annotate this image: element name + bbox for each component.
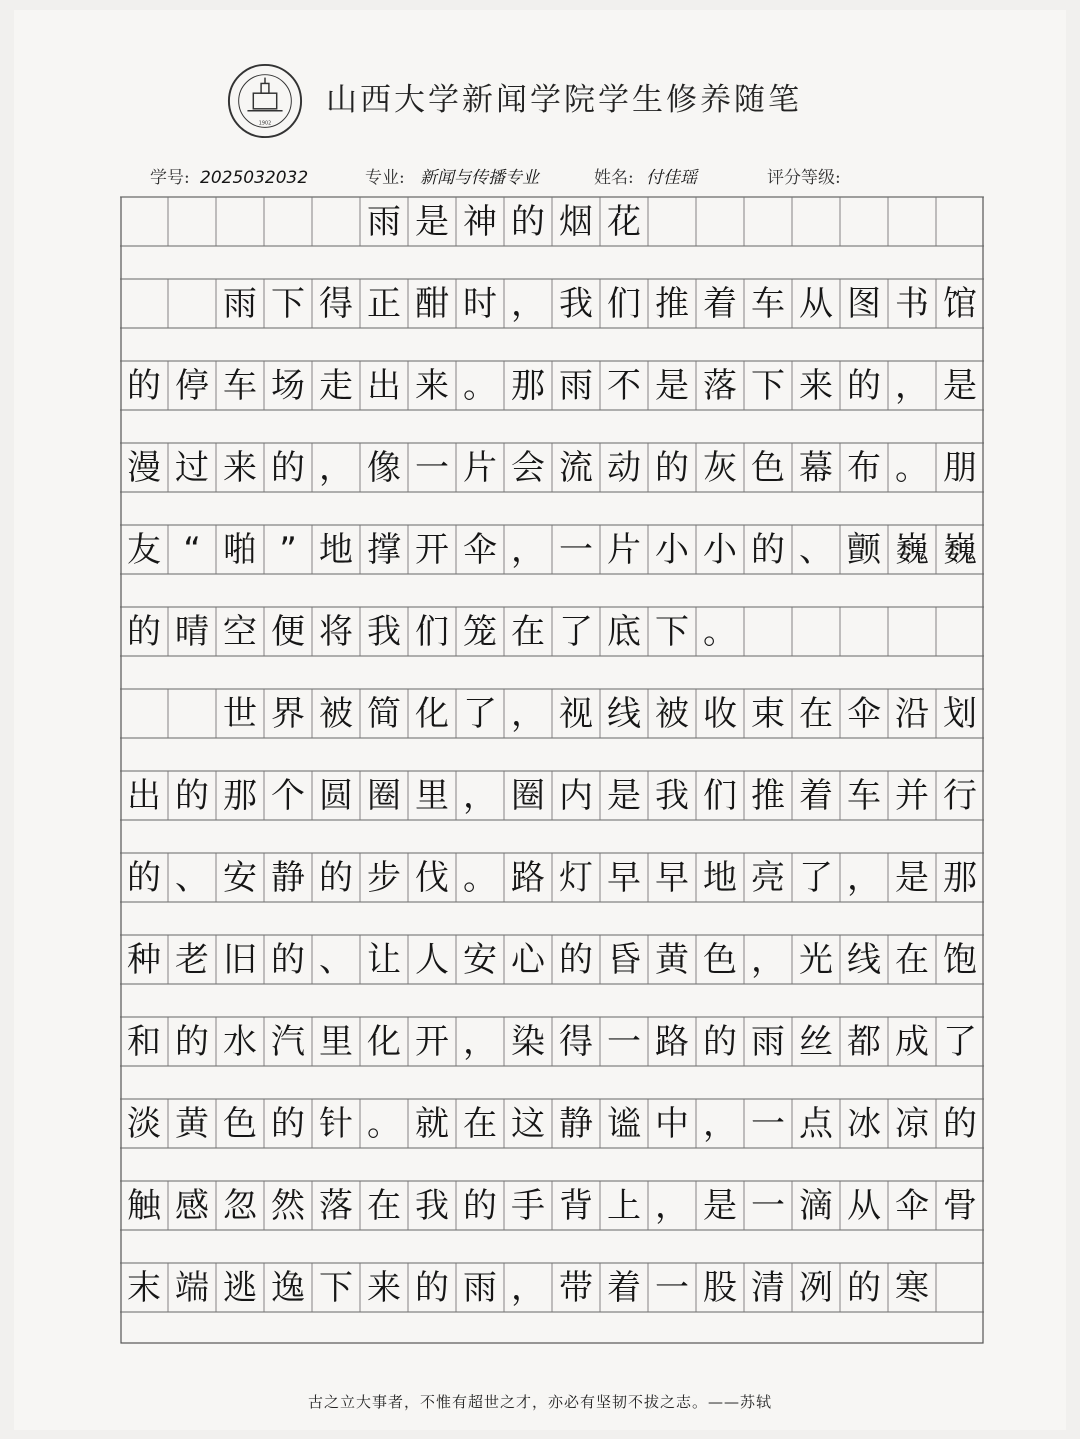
handwritten-char: 触 — [127, 1186, 161, 1226]
handwritten-char: 布 — [847, 448, 881, 488]
handwritten-char: 我 — [367, 612, 401, 652]
handwritten-char: 收 — [703, 694, 737, 734]
handwritten-char: 书 — [895, 284, 929, 324]
handwritten-char: 便 — [271, 612, 305, 652]
handwritten-char: 上 — [607, 1186, 641, 1226]
handwritten-char: 伐 — [415, 858, 449, 898]
handwritten-char: 。 — [463, 858, 497, 898]
essay-line — [120, 772, 984, 820]
handwritten-char: 是 — [655, 366, 689, 406]
handwritten-char: 的 — [655, 448, 689, 488]
handwritten-char: 逃 — [223, 1268, 257, 1308]
name-label: 姓名: — [594, 168, 634, 188]
handwritten-char: 在 — [367, 1186, 401, 1226]
handwritten-char: 亮 — [751, 858, 785, 898]
handwritten-char: 不 — [607, 366, 641, 406]
handwritten-char: 的 — [703, 1022, 737, 1062]
handwritten-char: ， — [655, 1186, 689, 1226]
handwritten-char: 车 — [847, 776, 881, 816]
handwritten-char: 静 — [271, 858, 305, 898]
handwritten-char: 黄 — [655, 940, 689, 980]
handwritten-char: 了 — [799, 858, 833, 898]
essay-line — [120, 1100, 984, 1148]
handwritten-char: 黄 — [175, 1104, 209, 1144]
handwritten-char: 一 — [415, 448, 449, 488]
handwritten-char: 的 — [175, 776, 209, 816]
handwritten-char: 颤 — [847, 530, 881, 570]
handwritten-char: ， — [847, 858, 881, 898]
handwritten-char: 过 — [175, 448, 209, 488]
essay-line — [120, 1264, 984, 1312]
handwritten-char: 的 — [847, 366, 881, 406]
handwritten-char: 着 — [799, 776, 833, 816]
handwritten-char: 谧 — [607, 1104, 641, 1144]
handwritten-char: 一 — [751, 1186, 785, 1226]
handwritten-char: 朋 — [943, 448, 977, 488]
handwritten-char: 是 — [943, 366, 977, 406]
handwritten-char: 得 — [559, 1022, 593, 1062]
handwritten-char: 着 — [703, 284, 737, 324]
handwritten-char: 光 — [799, 940, 833, 980]
grid-cell-empty — [120, 280, 168, 328]
handwritten-char: 的 — [127, 858, 161, 898]
handwritten-char: 早 — [607, 858, 641, 898]
essay-line — [120, 854, 984, 902]
handwritten-char: 划 — [943, 694, 977, 734]
grid-cell-empty — [120, 198, 168, 246]
student-id-label: 学号: — [150, 168, 190, 188]
handwritten-char: 的 — [751, 530, 785, 570]
handwritten-char: 色 — [751, 448, 785, 488]
handwritten-char: 啪 — [223, 530, 257, 570]
handwritten-char: 开 — [415, 1022, 449, 1062]
handwritten-char: 一 — [607, 1022, 641, 1062]
handwritten-char: 的 — [127, 366, 161, 406]
grid-cell-empty — [168, 280, 216, 328]
handwritten-char: 下 — [319, 1268, 353, 1308]
handwritten-char: 雨 — [367, 202, 401, 242]
handwritten-char: 雨 — [751, 1022, 785, 1062]
handwritten-char: 那 — [511, 366, 545, 406]
essay-line — [120, 526, 984, 574]
handwritten-char: 凉 — [895, 1104, 929, 1144]
handwritten-char: 的 — [559, 940, 593, 980]
handwritten-char: 来 — [223, 448, 257, 488]
handwritten-char: ， — [511, 694, 545, 734]
handwritten-char: 友 — [127, 530, 161, 570]
handwritten-char: 出 — [127, 776, 161, 816]
handwritten-char: 色 — [223, 1104, 257, 1144]
handwritten-char: 滴 — [799, 1186, 833, 1226]
essay-line — [120, 936, 984, 984]
handwritten-char: 针 — [319, 1104, 353, 1144]
handwritten-char: 车 — [223, 366, 257, 406]
handwritten-char: 了 — [559, 612, 593, 652]
major-value: 新闻与传播专业 — [420, 168, 539, 188]
handwritten-char: 流 — [559, 448, 593, 488]
handwritten-char: 的 — [271, 1104, 305, 1144]
svg-text:1902: 1902 — [258, 120, 272, 127]
handwritten-char: 酣 — [415, 284, 449, 324]
handwritten-char: 行 — [943, 776, 977, 816]
handwritten-char: 们 — [607, 284, 641, 324]
handwritten-char: 们 — [415, 612, 449, 652]
handwritten-char: 下 — [751, 366, 785, 406]
handwritten-char: 我 — [415, 1186, 449, 1226]
handwritten-char: 伞 — [847, 694, 881, 734]
handwritten-char: 得 — [319, 284, 353, 324]
handwritten-char: 逸 — [271, 1268, 305, 1308]
handwritten-char: 落 — [319, 1186, 353, 1226]
handwritten-char: 束 — [751, 694, 785, 734]
handwritten-char: 汽 — [271, 1022, 305, 1062]
handwritten-char: 的 — [943, 1104, 977, 1144]
grid-cell-empty — [312, 198, 360, 246]
handwritten-char: 的 — [127, 612, 161, 652]
handwritten-char: 股 — [703, 1268, 737, 1308]
handwritten-char: 昏 — [607, 940, 641, 980]
grid-cell-empty — [264, 198, 312, 246]
handwritten-char: 、 — [175, 858, 209, 898]
handwritten-char: 是 — [415, 202, 449, 242]
handwritten-char: 的 — [415, 1268, 449, 1308]
essay-line — [120, 1182, 984, 1230]
handwritten-char: 老 — [175, 940, 209, 980]
handwritten-char: 。 — [895, 448, 929, 488]
handwritten-char: ， — [463, 1022, 497, 1062]
handwritten-char: 的 — [271, 940, 305, 980]
handwritten-char: 。 — [703, 612, 737, 652]
handwritten-char: 就 — [415, 1104, 449, 1144]
handwritten-char: 点 — [799, 1104, 833, 1144]
handwritten-char: 圈 — [511, 776, 545, 816]
handwritten-char: 正 — [367, 284, 401, 324]
handwritten-char: 在 — [511, 612, 545, 652]
handwritten-char: 是 — [703, 1186, 737, 1226]
handwritten-char: 圈 — [367, 776, 401, 816]
handwritten-char: 地 — [319, 530, 353, 570]
handwritten-char: 空 — [223, 612, 257, 652]
handwritten-char: 地 — [703, 858, 737, 898]
essay-line — [120, 1018, 984, 1066]
handwritten-char: 的 — [319, 858, 353, 898]
handwritten-char: 和 — [127, 1022, 161, 1062]
handwritten-char: 视 — [559, 694, 593, 734]
handwritten-char: 被 — [655, 694, 689, 734]
handwritten-char: 骨 — [943, 1186, 977, 1226]
handwritten-char: 的 — [847, 1268, 881, 1308]
handwritten-char: 幕 — [799, 448, 833, 488]
handwritten-char: 推 — [751, 776, 785, 816]
grid-cell-empty — [168, 690, 216, 738]
handwritten-char: 圆 — [319, 776, 353, 816]
handwritten-char: 都 — [847, 1022, 881, 1062]
grid-cell-empty — [168, 198, 216, 246]
handwritten-char: 小 — [703, 530, 737, 570]
handwritten-char: 将 — [319, 612, 353, 652]
handwritten-char: 在 — [799, 694, 833, 734]
handwritten-char: 界 — [271, 694, 305, 734]
handwritten-char: 冰 — [847, 1104, 881, 1144]
handwritten-char: 图 — [847, 284, 881, 324]
handwritten-char: 。 — [463, 366, 497, 406]
handwritten-char: 简 — [367, 694, 401, 734]
handwritten-char: 静 — [559, 1104, 593, 1144]
handwritten-char: 灯 — [559, 858, 593, 898]
handwritten-char: 在 — [463, 1104, 497, 1144]
handwritten-char: 安 — [463, 940, 497, 980]
handwritten-char: ， — [463, 776, 497, 816]
handwritten-char: “ — [183, 530, 201, 570]
handwritten-char: 然 — [271, 1186, 305, 1226]
handwritten-char: 忽 — [223, 1186, 257, 1226]
handwritten-char: 馆 — [943, 284, 977, 324]
student-id-value: 2025032032 — [200, 168, 309, 188]
handwritten-char: 了 — [463, 694, 497, 734]
handwritten-char: 那 — [943, 858, 977, 898]
handwritten-char: ， — [511, 1268, 545, 1308]
handwritten-char: 人 — [415, 940, 449, 980]
handwritten-char: 从 — [847, 1186, 881, 1226]
handwritten-char: 的 — [175, 1022, 209, 1062]
essay-line — [120, 608, 984, 656]
handwritten-char: 伞 — [463, 530, 497, 570]
handwritten-char: 心 — [511, 940, 545, 980]
handwritten-char: ， — [751, 940, 785, 980]
handwritten-char: 片 — [607, 530, 641, 570]
handwritten-char: 场 — [271, 366, 305, 406]
handwritten-char: 被 — [319, 694, 353, 734]
handwritten-char: 巍 — [943, 530, 977, 570]
handwritten-char: 一 — [559, 530, 593, 570]
handwritten-char: 寒 — [895, 1268, 929, 1308]
handwritten-char: 一 — [655, 1268, 689, 1308]
handwritten-char: 里 — [319, 1022, 353, 1062]
handwritten-char: 巍 — [895, 530, 929, 570]
handwritten-char: 化 — [415, 694, 449, 734]
handwritten-char: 来 — [415, 366, 449, 406]
handwritten-char: 停 — [175, 366, 209, 406]
handwritten-char: 落 — [703, 366, 737, 406]
essay-title-row — [120, 198, 984, 246]
major-label: 专业: — [365, 168, 405, 188]
handwritten-char: 旧 — [223, 940, 257, 980]
handwritten-char: 我 — [559, 284, 593, 324]
handwritten-char: ， — [895, 366, 929, 406]
essay-line — [120, 444, 984, 492]
handwritten-char: 种 — [127, 940, 161, 980]
handwritten-char: 会 — [511, 448, 545, 488]
handwritten-char: 从 — [799, 284, 833, 324]
handwritten-char: 笼 — [463, 612, 497, 652]
handwritten-char: 灰 — [703, 448, 737, 488]
handwritten-char: 让 — [367, 940, 401, 980]
footer-quote: 古之立大事者，不惟有超世之才，亦必有坚韧不拔之志。——苏轼 — [307, 1393, 772, 1411]
handwritten-char: 走 — [319, 366, 353, 406]
name-value: 付佳瑶 — [646, 168, 697, 188]
handwritten-char: 开 — [415, 530, 449, 570]
handwritten-char: 花 — [607, 202, 641, 242]
handwritten-char: 丝 — [799, 1022, 833, 1062]
handwritten-char: 安 — [223, 858, 257, 898]
grid-cell-empty — [120, 690, 168, 738]
handwritten-char: 晴 — [175, 612, 209, 652]
handwritten-char: 水 — [223, 1022, 257, 1062]
handwritten-char: 撑 — [367, 530, 401, 570]
handwritten-char: 我 — [655, 776, 689, 816]
handwritten-char: ” — [279, 530, 297, 570]
handwritten-char: 伞 — [895, 1186, 929, 1226]
handwritten-char: 是 — [607, 776, 641, 816]
handwritten-char: 化 — [367, 1022, 401, 1062]
handwritten-char: 、 — [799, 530, 833, 570]
handwritten-char: 推 — [655, 284, 689, 324]
handwritten-char: 线 — [847, 940, 881, 980]
handwritten-char: 淡 — [127, 1104, 161, 1144]
handwritten-char: 个 — [271, 776, 305, 816]
handwritten-char: 清 — [751, 1268, 785, 1308]
handwritten-char: 烟 — [559, 202, 593, 242]
handwritten-char: 时 — [463, 284, 497, 324]
handwritten-char: 那 — [223, 776, 257, 816]
handwritten-char: ， — [703, 1104, 737, 1144]
handwritten-char: 们 — [703, 776, 737, 816]
handwritten-char: 的 — [511, 202, 545, 242]
handwritten-char: 的 — [271, 448, 305, 488]
handwritten-char: 里 — [415, 776, 449, 816]
essay-line — [120, 362, 984, 410]
handwritten-char: 早 — [655, 858, 689, 898]
handwritten-char: 成 — [895, 1022, 929, 1062]
handwritten-char: 雨 — [223, 284, 257, 324]
handwritten-char: 像 — [367, 448, 401, 488]
essay-line — [120, 690, 984, 738]
handwritten-char: 下 — [655, 612, 689, 652]
handwritten-char: 冽 — [799, 1268, 833, 1308]
handwritten-char: 并 — [895, 776, 929, 816]
handwritten-char: 漫 — [127, 448, 161, 488]
handwritten-char: 来 — [799, 366, 833, 406]
handwritten-char: 世 — [223, 694, 257, 734]
grid-cell-empty — [216, 198, 264, 246]
handwritten-char: 底 — [607, 612, 641, 652]
handwritten-char: 沿 — [895, 694, 929, 734]
handwritten-char: 一 — [751, 1104, 785, 1144]
handwritten-char: 手 — [511, 1186, 545, 1226]
handwritten-char: 、 — [319, 940, 353, 980]
handwritten-char: 色 — [703, 940, 737, 980]
handwritten-char: 的 — [463, 1186, 497, 1226]
handwritten-char: 内 — [559, 776, 593, 816]
handwritten-char: 线 — [607, 694, 641, 734]
handwritten-char: 步 — [367, 858, 401, 898]
handwritten-char: 饱 — [943, 940, 977, 980]
handwritten-char: 带 — [559, 1268, 593, 1308]
handwritten-char: ， — [319, 448, 353, 488]
handwritten-char: 这 — [511, 1104, 545, 1144]
handwritten-char: 中 — [655, 1104, 689, 1144]
handwritten-char: 端 — [175, 1268, 209, 1308]
handwritten-char: 动 — [607, 448, 641, 488]
handwritten-char: ， — [511, 284, 545, 324]
handwritten-char: 出 — [367, 366, 401, 406]
writing-grid — [120, 196, 984, 1352]
handwritten-char: 神 — [463, 202, 497, 242]
university-seal-icon — [226, 62, 304, 140]
handwritten-char: 小 — [655, 530, 689, 570]
handwritten-char: 在 — [895, 940, 929, 980]
handwritten-char: 雨 — [463, 1268, 497, 1308]
document-title: 山西大学新闻学院学生修养随笔 — [326, 82, 802, 118]
handwritten-char: 了 — [943, 1022, 977, 1062]
handwritten-char: 感 — [175, 1186, 209, 1226]
handwritten-char: 背 — [559, 1186, 593, 1226]
handwritten-char: 着 — [607, 1268, 641, 1308]
handwritten-char: ， — [511, 530, 545, 570]
handwritten-char: 路 — [655, 1022, 689, 1062]
handwritten-char: 染 — [511, 1022, 545, 1062]
handwritten-char: 车 — [751, 284, 785, 324]
essay-line — [120, 280, 984, 328]
handwritten-char: 是 — [895, 858, 929, 898]
handwritten-char: 雨 — [559, 366, 593, 406]
handwritten-char: 末 — [127, 1268, 161, 1308]
handwritten-char: 下 — [271, 284, 305, 324]
grade-label: 评分等级: — [767, 168, 841, 188]
handwritten-char: 。 — [367, 1104, 401, 1144]
handwritten-char: 片 — [463, 448, 497, 488]
handwritten-char: 来 — [367, 1268, 401, 1308]
handwritten-char: 路 — [511, 858, 545, 898]
